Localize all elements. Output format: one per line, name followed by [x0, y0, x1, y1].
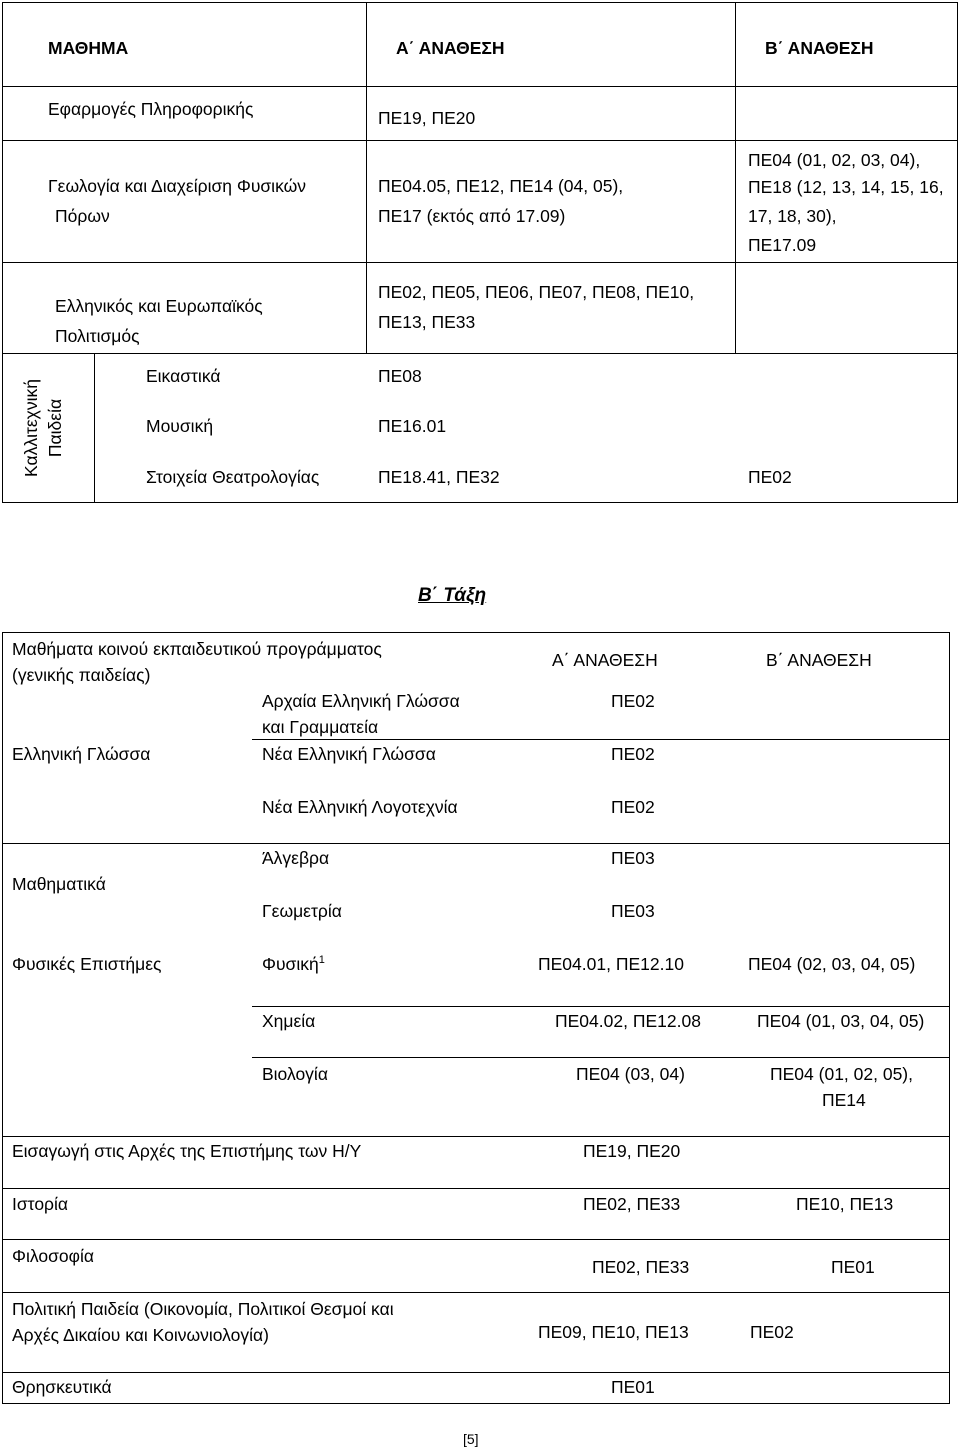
- a-assignment: ΠΕ16.01: [378, 416, 447, 436]
- a-assignment: ΠΕ09, ΠΕ10, ΠΕ13: [538, 1322, 689, 1342]
- a-assignment: ΠΕ02: [611, 691, 655, 711]
- table2-row-divider: [2, 1239, 950, 1240]
- course-name: Πολιτική Παιδεία (Οικονομία, Πολιτικοί Θεσμοί και: [12, 1299, 394, 1319]
- table1-col-divider: [735, 2, 736, 353]
- b-assignment: ΠΕ17.09: [748, 235, 817, 255]
- a-assignment: ΠΕ17 (εκτός από 17.09): [378, 206, 566, 226]
- a-assignment: ΠΕ04.01, ΠΕ12.10: [538, 954, 684, 974]
- b-assignment: 17, 18, 30),: [748, 206, 837, 226]
- course-name: Φιλοσοφία: [12, 1246, 94, 1266]
- table1-row-divider: [2, 86, 958, 87]
- header-a-assignment: Α΄ ΑΝΑΘΕΣΗ: [396, 38, 505, 58]
- subject-name: [262, 954, 325, 975]
- subject-name: Γεωμετρία: [262, 901, 342, 921]
- table1-row-divider: [2, 140, 958, 141]
- course-name: Εισαγωγή στις Αρχές της Επιστήμης των Η/Υ: [12, 1141, 362, 1161]
- table1-col-divider: [366, 2, 367, 353]
- a-assignment: ΠΕ01: [611, 1377, 655, 1397]
- table2-left-border: [2, 632, 3, 1404]
- a-assignment: ΠΕ03: [611, 848, 655, 868]
- a-assignment: ΠΕ18.41, ΠΕ32: [378, 467, 500, 487]
- a-assignment: ΠΕ08: [378, 366, 422, 386]
- table2-subrow-divider: [252, 739, 950, 740]
- table2-top-border: [2, 632, 950, 633]
- table2-row-divider: [2, 1292, 950, 1293]
- subject-name: Νέα Ελληνική Λογοτεχνία: [262, 797, 458, 817]
- b-assignment: ΠΕ14: [822, 1090, 866, 1110]
- course-name: Εικαστικά: [146, 366, 221, 386]
- header-course: ΜΑΘΗΜΑ: [48, 38, 129, 58]
- b-assignment: ΠΕ02: [750, 1322, 794, 1342]
- course-name: Πολιτισμός: [55, 326, 140, 346]
- course-name: Ιστορία: [12, 1194, 69, 1214]
- b-assignment: ΠΕ18 (12, 13, 14, 15, 16,: [748, 177, 944, 197]
- table2-header: Μαθήματα κοινού εκπαιδευτικού προγράμματος: [12, 639, 382, 659]
- course-name: Μουσική: [146, 416, 214, 436]
- subject-name: Βιολογία: [262, 1064, 328, 1084]
- subject-name-text: Φυσική: [262, 954, 319, 974]
- art-group-label-line2: Παιδεία: [45, 398, 65, 458]
- table1-row-divider: [2, 353, 958, 354]
- b-assignment: ΠΕ04 (01, 02, 05),: [770, 1064, 913, 1084]
- table1-row-divider: [2, 262, 958, 263]
- b-assignment: ΠΕ10, ΠΕ13: [796, 1194, 894, 1214]
- a-assignment: ΠΕ13, ΠΕ33: [378, 312, 476, 332]
- table1-art-divider: [94, 353, 95, 502]
- header-b-assignment: Β΄ ΑΝΑΘΕΣΗ: [765, 38, 874, 58]
- course-name: Θρησκευτικά: [12, 1377, 112, 1397]
- b-assignment: ΠΕ02: [748, 467, 792, 487]
- table2-header: (γενικής παιδείας): [12, 665, 151, 685]
- table1-right-border: [957, 2, 958, 502]
- course-name: Ελληνικός και Ευρωπαϊκός: [55, 296, 263, 316]
- a-assignment: ΠΕ19, ΠΕ20: [378, 108, 476, 128]
- subject-group: Ελληνική Γλώσσα: [12, 744, 151, 764]
- a-assignment: ΠΕ02: [611, 744, 655, 764]
- section-title: Β΄ Τάξη: [418, 585, 487, 606]
- b-assignment: ΠΕ04 (01, 03, 04, 05): [757, 1011, 925, 1031]
- course-name: Στοιχεία Θεατρολογίας: [146, 467, 320, 487]
- art-group-label: [19, 353, 71, 503]
- art-group-label-line1: Καλλιτεχνική: [21, 379, 41, 477]
- subject-group: Φυσικές Επιστήμες: [12, 954, 162, 974]
- subject-name: Νέα Ελληνική Γλώσσα: [262, 744, 436, 764]
- page-number: [5]: [463, 1431, 479, 1447]
- a-assignment: ΠΕ04 (03, 04): [576, 1064, 685, 1084]
- table2-subrow-divider: [252, 1057, 950, 1058]
- table1-left-border: [2, 2, 3, 502]
- course-name: Γεωλογία και Διαχείριση Φυσικών: [48, 176, 307, 196]
- table2-row-divider: [2, 1372, 950, 1373]
- a-assignment: ΠΕ02: [611, 797, 655, 817]
- table2-right-border: [949, 632, 950, 1404]
- subject-group: Μαθηματικά: [12, 874, 106, 894]
- footnote-marker: 1: [318, 954, 325, 967]
- course-name: Αρχές Δικαίου και Κοινωνιολογία): [12, 1325, 269, 1345]
- table2-subrow-divider: [252, 1006, 950, 1007]
- subject-name: και Γραμματεία: [262, 717, 379, 737]
- subject-name: Άλγεβρα: [262, 848, 330, 868]
- a-assignment: ΠΕ04.05, ΠΕ12, ΠΕ14 (04, 05),: [378, 176, 624, 196]
- table2-row-divider: [2, 1188, 950, 1189]
- a-assignment: ΠΕ02, ΠΕ33: [592, 1257, 690, 1277]
- header-b-assignment: Β΄ ΑΝΑΘΕΣΗ: [766, 650, 872, 670]
- a-assignment: ΠΕ03: [611, 901, 655, 921]
- course-name: Εφαρμογές Πληροφορικής: [48, 99, 254, 119]
- a-assignment: ΠΕ19, ΠΕ20: [583, 1141, 681, 1161]
- b-assignment: ΠΕ04 (02, 03, 04, 05): [748, 954, 916, 974]
- table2-row-divider: [2, 1136, 950, 1137]
- a-assignment: ΠΕ02, ΠΕ33: [583, 1194, 681, 1214]
- subject-name: Χημεία: [262, 1011, 316, 1031]
- b-assignment: ΠΕ01: [831, 1257, 875, 1277]
- subject-name: Αρχαία Ελληνική Γλώσσα: [262, 691, 460, 711]
- table2-row-divider: [2, 843, 950, 844]
- table2-bottom-border: [2, 1403, 950, 1404]
- b-assignment: ΠΕ04 (01, 02, 03, 04),: [748, 150, 921, 170]
- table1-bottom-border: [2, 502, 958, 503]
- a-assignment: ΠΕ02, ΠΕ05, ΠΕ06, ΠΕ07, ΠΕ08, ΠΕ10,: [378, 282, 695, 302]
- course-name: Πόρων: [55, 206, 110, 226]
- a-assignment: ΠΕ04.02, ΠΕ12.08: [555, 1011, 701, 1031]
- header-a-assignment: Α΄ ΑΝΑΘΕΣΗ: [552, 650, 658, 670]
- table1-top-border: [2, 2, 958, 3]
